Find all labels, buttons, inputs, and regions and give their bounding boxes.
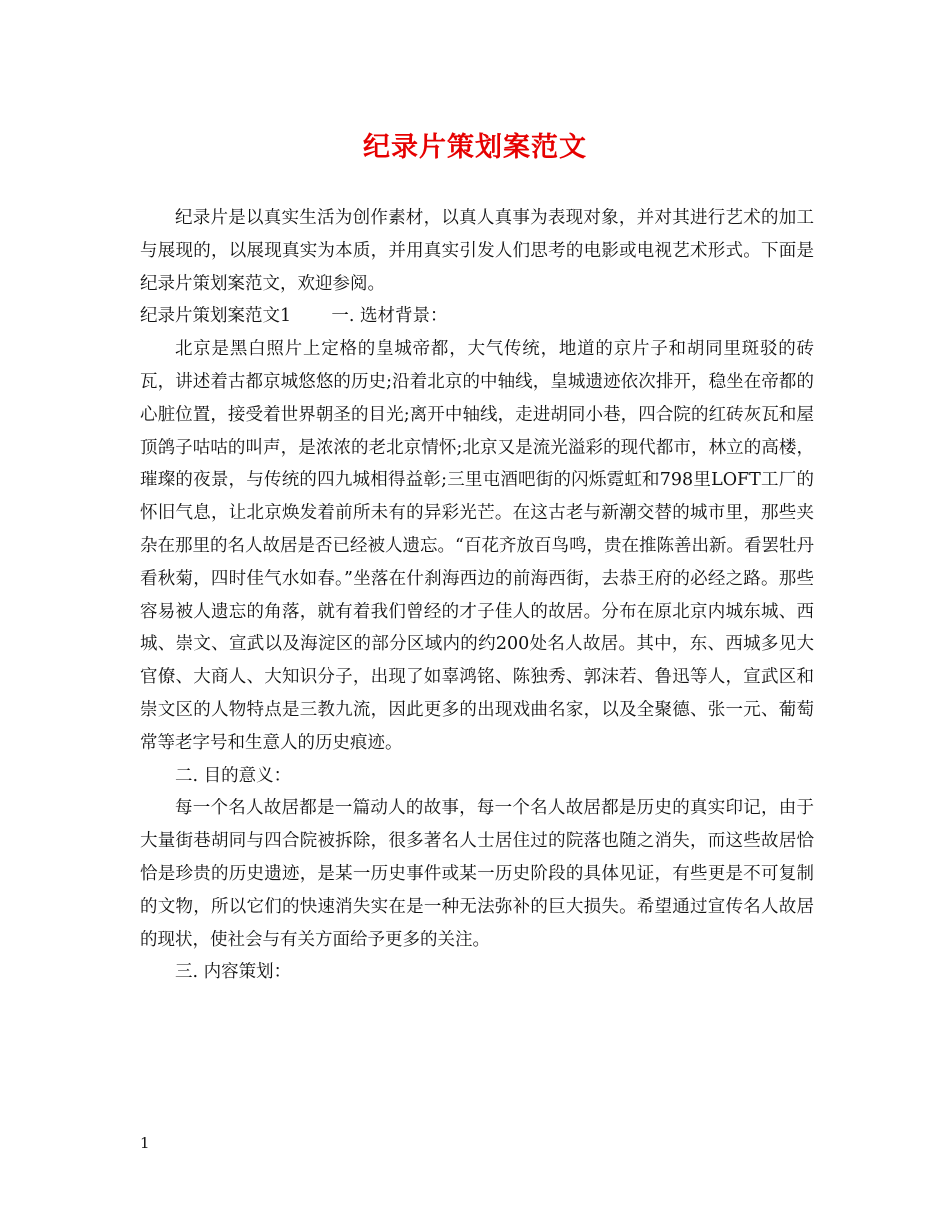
page-number: 1 <box>140 1134 150 1152</box>
heading-purpose: 二. 目的意义： <box>175 765 292 786</box>
intro-paragraph: 纪录片是以真实生活为创作素材，以真人真事为表现对象，并对其进行艺术的加工与展现的，以展现真实为本质，并用真实引发人们思考的电影或电视艺术形式。下面是纪录片策划案范文，欢迎参阅。 <box>140 208 814 294</box>
purpose-paragraph: 每一个名人故居都是一篇动人的故事，每一个名人故居都是历史的真实印记，由于大量街巷胡同与四合院被拆除，很多著名人士居住过的院落也随之消失，而这些故居恰恰是珍贵的历史遗迹，是某一历史事件或某一历史阶段的具体见证，有些更是不可复制的文物，所以它们的快速消失实在是一种无法弥补的巨大损失。希望通过宣传名人故居的现状，使社会与有关方面给予更多的关注。 <box>140 798 814 950</box>
document-body <box>140 202 814 989</box>
section-heading-row <box>140 300 814 333</box>
heading-content-plan: 三. 内容策划： <box>175 962 292 983</box>
background-paragraph: 北京是黑白照片上定格的皇城帝都，大气传统，地道的京片子和胡同里斑驳的砖瓦，讲述着古都京城悠悠的历史;沿着北京的中轴线，皇城遗迹依次排开，稳坐在帝都的心脏位置，接受着世界朝圣的目光;离开中轴线，走进胡同小巷，四合院的红砖灰瓦和屋顶鸽子咕咕的叫声，是浓浓的老北京情怀;北京又是流光溢彩的现代都市，林立的高楼，璀璨的夜景，与传统的四九城相得益彰;三里屯酒吧街的闪烁霓虹和798里LOFT工厂的怀旧气息，让北京焕发着前所未有的异彩光芒。在这古老与新潮交替的城市里，那些夹杂在那里的名人故居是否已经被人遗忘。“百花齐放百鸟鸣，贵在推陈善出新。看罢牡丹看秋菊，四时佳气水如春。”坐落在什刹海西边的前海西街，去恭王府的必经之路。那些容易被人遗忘的角落，就有着我们曾经的才子佳人的故居。分布在原北京内城东城、西城、崇文、宣武以及海淀区的部分区域内的约200处名人故居。其中，东、西城多见大官僚、大商人、大知识分子，出现了如辜鸿铭、陈独秀、郭沫若、鲁迅等人，宣武区和崇文区的人物特点是三教九流，因此更多的出现戏曲名家，以及全聚德、张一元、葡萄常等老字号和生意人的历史痕迹。 <box>140 339 814 753</box>
heading-selection-background: 一. 选材背景： <box>331 306 448 327</box>
section-label: 纪录片策划案范文1 <box>140 306 292 327</box>
document-title: 纪录片策划案范文 <box>363 132 587 163</box>
